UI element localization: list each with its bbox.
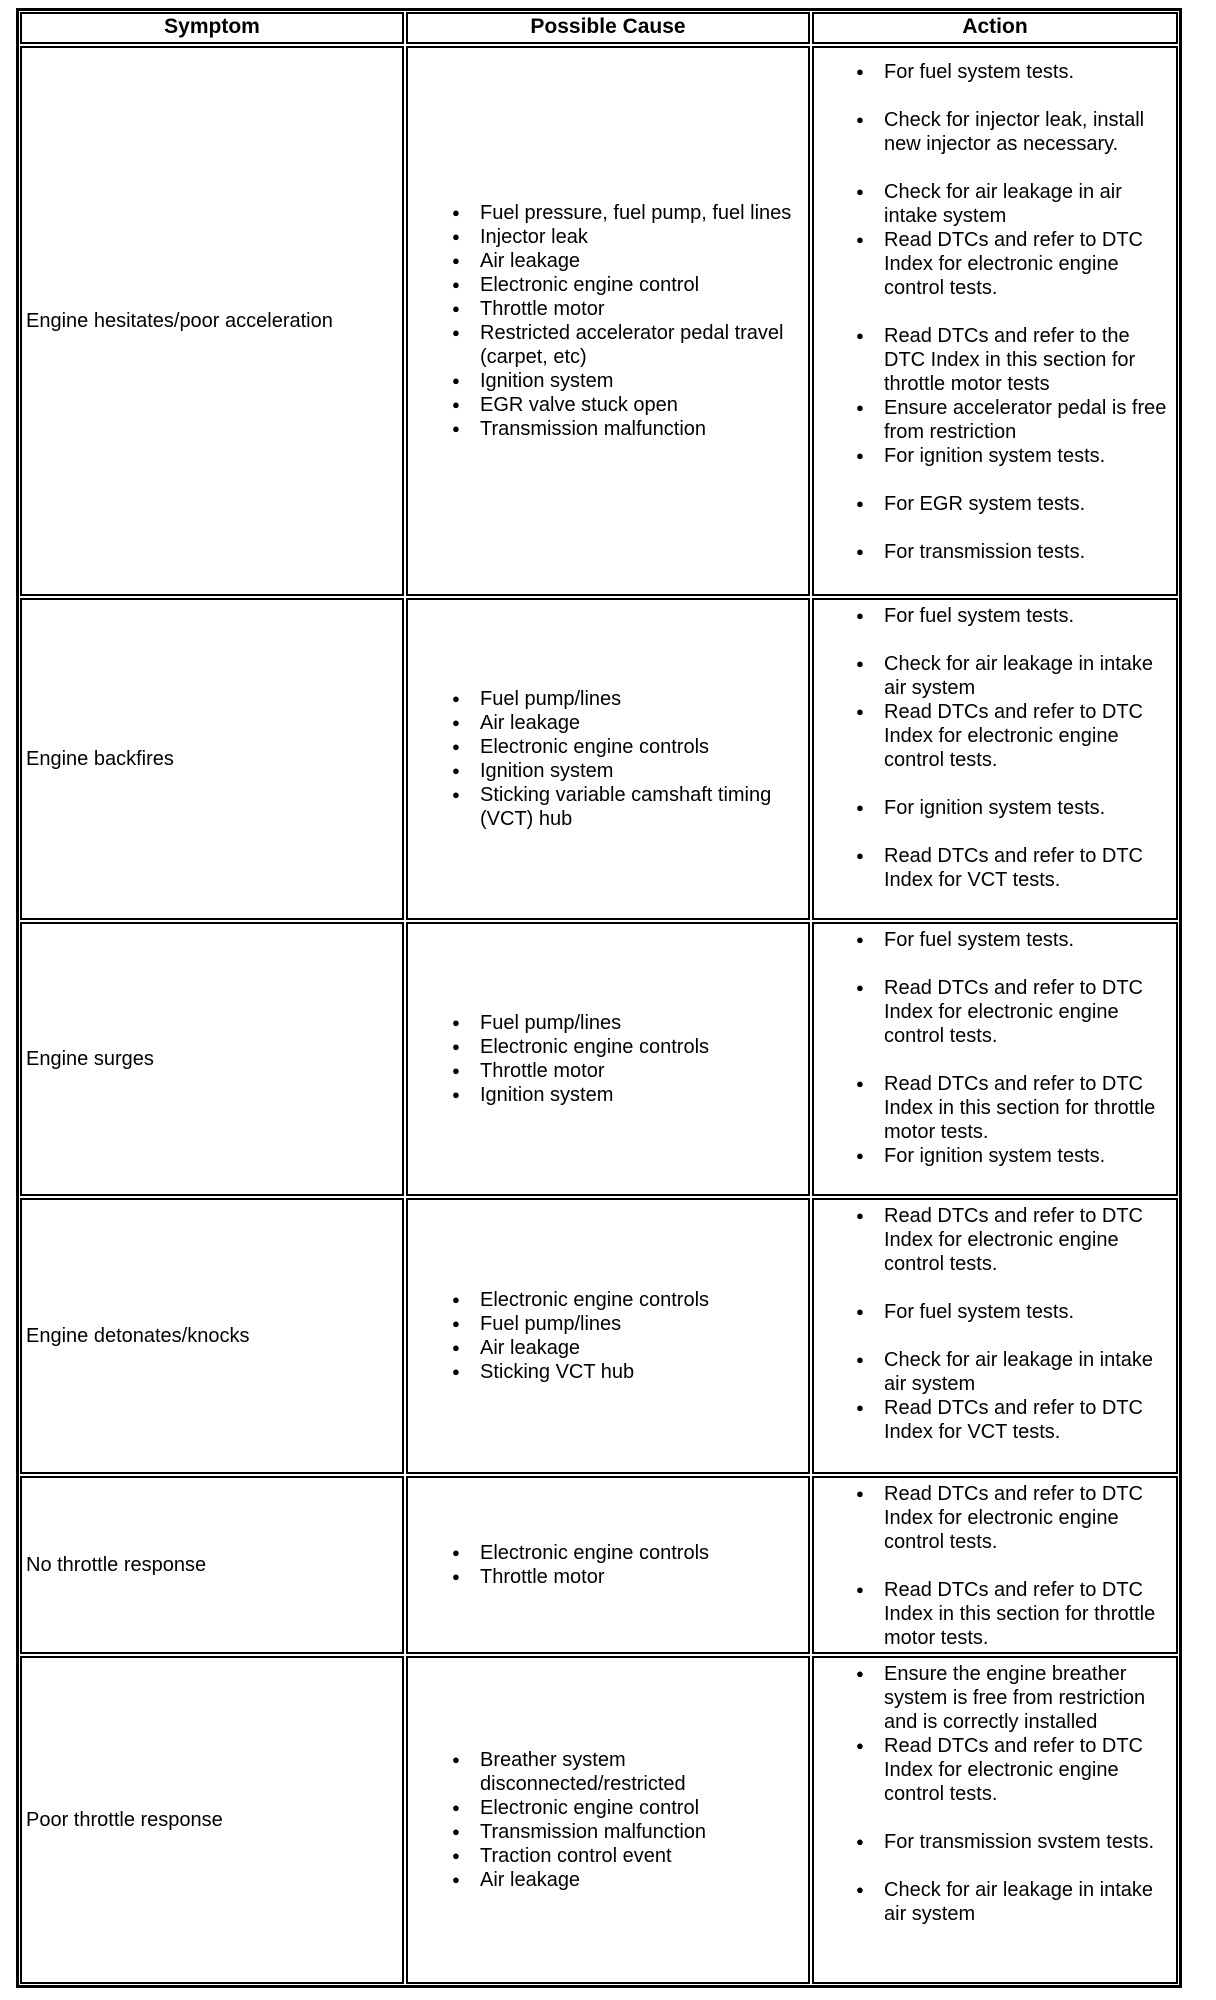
cause-item: ● Traction control event — [452, 1844, 802, 1868]
action-item: ● For fuel system tests. — [856, 1300, 1174, 1324]
cause-cell — [406, 1198, 810, 1474]
symptom-text: Engine surges — [26, 1047, 154, 1070]
cause-list — [452, 201, 802, 441]
cause-cell — [406, 1656, 810, 1984]
action-item: ● Read DTCs and refer to DTC Index in this section for throttle motor tests. — [856, 1072, 1174, 1144]
action-cell — [812, 1476, 1178, 1654]
action-cell — [812, 1198, 1178, 1474]
action-item: ● Read DTCs and refer to the DTC Index in this section for throttle motor tests — [856, 324, 1174, 396]
symptom-text: Engine backfires — [26, 747, 174, 770]
cause-item: ● Electronic engine controls — [452, 1541, 709, 1565]
action-cell — [812, 46, 1178, 596]
action-item: ● For fuel system tests. — [856, 60, 1174, 84]
cause-item: ● EGR valve stuck open — [452, 393, 802, 417]
symptom-cell — [20, 1476, 404, 1654]
action-cell — [812, 1656, 1178, 1984]
cause-list — [452, 1748, 802, 1892]
symptom-cell — [20, 1656, 404, 1984]
cause-item: ● Fuel pump/lines — [452, 687, 802, 711]
header-action-label: Action — [962, 15, 1028, 38]
symptom-text: Engine hesitates/poor acceleration — [26, 309, 333, 332]
action-list — [856, 1662, 1174, 1926]
cause-item: ● Electronic engine control — [452, 1796, 802, 1820]
cause-item: ● Fuel pressure, fuel pump, fuel lines — [452, 201, 802, 225]
action-item: ● For fuel system tests. — [856, 604, 1174, 628]
action-item: ● For fuel system tests. — [856, 928, 1174, 952]
action-cell — [812, 922, 1178, 1196]
symptom-cell — [20, 922, 404, 1196]
cause-cell — [406, 1476, 810, 1654]
action-item: ● Read DTCs and refer to DTC Index for VCT tests. — [856, 844, 1174, 892]
symptom-cell — [20, 1198, 404, 1474]
action-item: ● Check for air leakage in intake air system — [856, 1348, 1174, 1396]
header-cause-label: Possible Cause — [530, 15, 686, 38]
cause-item: ● Throttle motor — [452, 1565, 709, 1589]
symptom-text: Poor throttle response — [26, 1808, 223, 1831]
cause-item: ● Air leakage — [452, 1336, 709, 1360]
cause-item: ● Air leakage — [452, 249, 802, 273]
cause-item: ● Throttle motor — [452, 1059, 709, 1083]
action-item: ● For ignition system tests. — [856, 444, 1174, 468]
symptom-text: Engine detonates/knocks — [26, 1324, 250, 1347]
action-item: ● Read DTCs and refer to DTC Index for electronic engine control tests. — [856, 1734, 1174, 1806]
action-item: ● Read DTCs and refer to DTC Index for electronic engine control tests. — [856, 1204, 1174, 1276]
cause-item: ● Fuel pump/lines — [452, 1312, 709, 1336]
action-item: ● Read DTCs and refer to DTC Index for electronic engine control tests. — [856, 1482, 1174, 1554]
cause-item: ● Air leakage — [452, 711, 802, 735]
cause-item: ● Fuel pump/lines — [452, 1011, 709, 1035]
action-item: ● Read DTCs and refer to DTC Index for electronic engine control tests. — [856, 700, 1174, 772]
action-item: ● Ensure the engine breather system is free from restriction and is correctly installed — [856, 1662, 1174, 1734]
symptom-text: No throttle response — [26, 1553, 207, 1576]
cause-item: ● Restricted accelerator pedal travel (carpet, etc) — [452, 321, 802, 369]
action-item: ● Read DTCs and refer to DTC Index for electronic engine control tests. — [856, 976, 1174, 1048]
action-item: ● Ensure accelerator pedal is free from restriction — [856, 396, 1174, 444]
action-item: ● For transmission tests. — [856, 540, 1174, 564]
cause-item: ● Transmission malfunction — [452, 1820, 802, 1844]
cause-cell — [406, 46, 810, 596]
cause-item: ● Breather system disconnected/restricted — [452, 1748, 802, 1796]
action-item: ● For transmission svstem tests. — [856, 1830, 1174, 1854]
action-list — [856, 60, 1174, 564]
header-action — [812, 12, 1178, 44]
action-item: ● For ignition system tests. — [856, 1144, 1174, 1168]
action-item: ● Read DTCs and refer to DTC Index for electronic engine control tests. — [856, 228, 1174, 300]
cause-item: ● Sticking VCT hub — [452, 1360, 709, 1384]
cause-item: ● Injector leak — [452, 225, 802, 249]
header-symptom-label: Symptom — [164, 15, 260, 38]
action-item: ● Check for injector leak, install new injector as necessary. — [856, 108, 1174, 156]
action-item: ● For ignition system tests. — [856, 796, 1174, 820]
cause-list — [452, 1541, 709, 1589]
header-symptom — [20, 12, 404, 44]
cause-item: ● Air leakage — [452, 1868, 802, 1892]
cause-item: ● Ignition system — [452, 1083, 709, 1107]
action-list — [856, 1482, 1174, 1650]
action-item: ● For EGR system tests. — [856, 492, 1174, 516]
action-list — [856, 1204, 1174, 1444]
cause-item: ● Transmission malfunction — [452, 417, 802, 441]
cause-item: ● Ignition system — [452, 759, 802, 783]
header-cause — [406, 12, 810, 44]
cause-item: ● Sticking variable camshaft timing (VCT) hub — [452, 783, 802, 831]
cause-item: ● Electronic engine controls — [452, 735, 802, 759]
action-list — [856, 928, 1174, 1168]
action-list — [856, 604, 1174, 892]
cause-cell — [406, 922, 810, 1196]
cause-cell — [406, 598, 810, 920]
cause-item: ● Electronic engine controls — [452, 1288, 709, 1312]
action-item: ● Read DTCs and refer to DTC Index in this section for throttle motor tests. — [856, 1578, 1174, 1650]
symptom-cell — [20, 46, 404, 596]
action-item: ● Check for air leakage in intake air system — [856, 1878, 1174, 1926]
cause-item: ● Throttle motor — [452, 297, 802, 321]
action-cell — [812, 598, 1178, 920]
action-item: ● Check for air leakage in intake air system — [856, 652, 1174, 700]
cause-item: ● Electronic engine controls — [452, 1035, 709, 1059]
cause-list — [452, 1288, 709, 1384]
action-item: ● Check for air leakage in air intake system — [856, 180, 1174, 228]
cause-item: ● Ignition system — [452, 369, 802, 393]
cause-list — [452, 687, 802, 831]
cause-item: ● Electronic engine control — [452, 273, 802, 297]
symptom-cell — [20, 598, 404, 920]
action-item: ● Read DTCs and refer to DTC Index for VCT tests. — [856, 1396, 1174, 1444]
cause-list — [452, 1011, 709, 1107]
